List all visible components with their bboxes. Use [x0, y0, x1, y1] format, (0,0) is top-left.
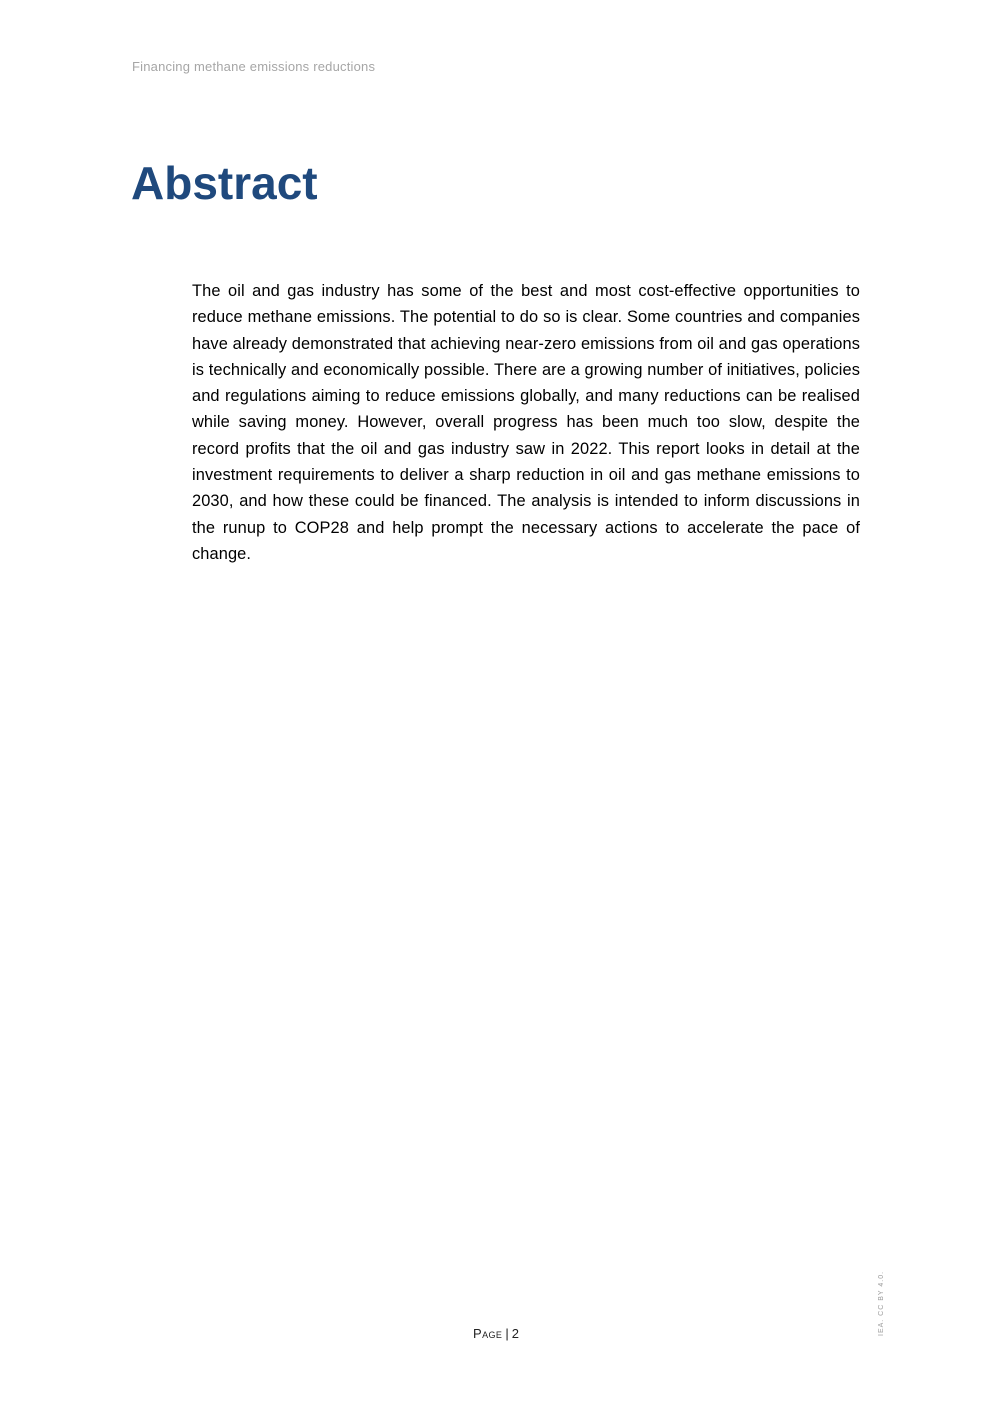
page-footer [0, 1326, 992, 1341]
abstract-paragraph: The oil and gas industry has some of the best and most cost-effective opportunities to reduce methane emissions. The potential to do so is clear. Some countries and companies have already demonstrated that achieving near-zero emissions from oil and gas operations is technically and economically possible. There are a growing number of initiatives, policies and regulations aiming to reduce emissions globally, and many reductions can be realised while saving money. However, overall progress has been much too slow, despite the record profits that the oil and gas industry saw in 2022. This report looks in detail at the investment requirements to deliver a sharp reduction in oil and gas methane emissions to 2030, and how these could be financed. The analysis is intended to inform discussions in the runup to COP28 and help prompt the necessary actions to accelerate the pace of change. [192, 282, 860, 563]
page-separator: | [505, 1326, 509, 1341]
page-title: Abstract [131, 157, 318, 209]
page-label: Page [473, 1326, 503, 1341]
license-notice: IEA. CC BY 4.0. [878, 1270, 885, 1336]
running-header: Financing methane emissions reductions [132, 59, 376, 74]
page-number: 2 [511, 1326, 519, 1341]
